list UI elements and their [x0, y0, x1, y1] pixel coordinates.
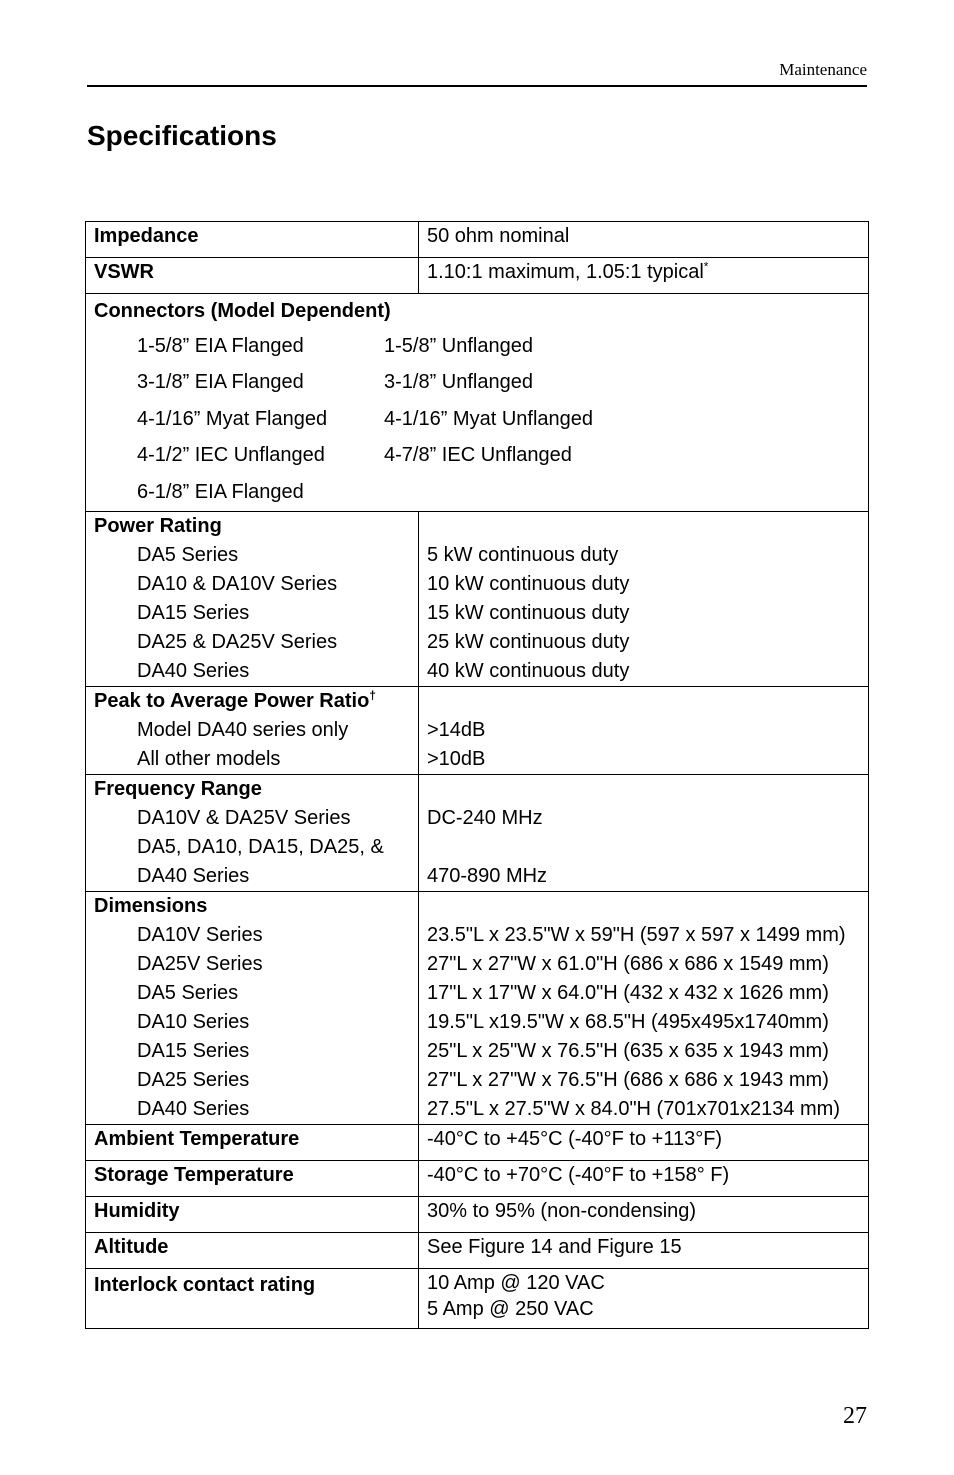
dimension-model: DA40 Series: [137, 1097, 250, 1120]
connector-left: 4-1/16” Myat Flanged: [137, 407, 328, 430]
power-model: DA10 & DA10V Series: [137, 572, 338, 595]
papr-model: All other models: [137, 747, 281, 770]
label-ambient-temperature: Ambient Temperature: [86, 1124, 419, 1160]
connector-left: 4-1/2” IEC Unflanged: [137, 444, 325, 467]
connector-right: 4-7/8” IEC Unflanged: [384, 444, 572, 467]
connector-item: [94, 438, 862, 475]
label-papr: Peak to Average Power Ratio: [94, 689, 370, 712]
label-humidity: Humidity: [86, 1196, 419, 1232]
value-vswr: 1.10:1 maximum, 1.05:1 typical: [427, 261, 704, 283]
footnote-mark-asterisk: *: [703, 259, 709, 274]
label-power-rating: Power Rating: [94, 514, 222, 537]
connector-left: 1-5/8” EIA Flanged: [137, 334, 304, 357]
dimension-models-cell: [86, 891, 419, 1124]
connectors-cell: [86, 294, 869, 512]
dimension-value: 17"L x 17"W x 64.0"H (432 x 432 x 1626 mm): [427, 981, 829, 1004]
value-ambient-temperature: -40°C to +45°C (-40°F to +113°F): [419, 1124, 869, 1160]
label-vswr: VSWR: [86, 258, 419, 294]
dimension-model: DA15 Series: [137, 1039, 250, 1062]
papr-models-cell: [86, 686, 419, 774]
power-value: 25 kW continuous duty: [427, 630, 630, 653]
power-value: 5 kW continuous duty: [427, 543, 619, 566]
value-vswr-cell: [419, 258, 869, 294]
power-values-cell: [419, 511, 869, 686]
value-altitude: See Figure 14 and Figure 15: [419, 1232, 869, 1268]
frequency-value: DC-240 MHz: [427, 806, 543, 829]
papr-model: Model DA40 series only: [137, 718, 349, 741]
connector-right: 4-1/16” Myat Unflanged: [384, 407, 594, 430]
frequency-value: 470-890 MHz: [427, 864, 548, 887]
connector-right: 3-1/8” Unflanged: [384, 371, 533, 394]
frequency-values-cell: [419, 774, 869, 891]
footnote-mark-dagger: †: [369, 687, 376, 702]
frequency-model: DA5, DA10, DA15, DA25, &: [137, 835, 384, 858]
power-model: DA5 Series: [137, 543, 239, 566]
row-humidity: [86, 1196, 869, 1232]
connector-left: 6-1/8” EIA Flanged: [137, 480, 304, 503]
row-storage-temperature: [86, 1160, 869, 1196]
header-rule: [87, 85, 867, 87]
dimension-value: 25"L x 25"W x 76.5"H (635 x 635 x 1943 mm): [427, 1039, 829, 1062]
label-altitude: Altitude: [86, 1232, 419, 1268]
dimension-value: 27"L x 27"W x 76.5"H (686 x 686 x 1943 mm): [427, 1068, 829, 1091]
papr-values-cell: [419, 686, 869, 774]
row-dimensions: [86, 891, 869, 1124]
label-dimensions: Dimensions: [94, 894, 208, 917]
label-frequency: Frequency Range: [94, 777, 262, 800]
dimension-values-cell: [419, 891, 869, 1124]
row-ambient-temperature: [86, 1124, 869, 1160]
running-head: Maintenance: [779, 60, 867, 79]
row-interlock: [86, 1268, 869, 1328]
label-storage-temperature: Storage Temperature: [86, 1160, 419, 1196]
power-model: DA40 Series: [137, 659, 250, 682]
label-connectors: Connectors (Model Dependent): [94, 299, 391, 322]
value-impedance: 50 ohm nominal: [419, 222, 869, 258]
power-value: 15 kW continuous duty: [427, 601, 630, 624]
specifications-table: [85, 221, 869, 1329]
row-impedance: [86, 222, 869, 258]
connector-left: 3-1/8” EIA Flanged: [137, 371, 304, 394]
row-connectors: [86, 294, 869, 512]
dimension-model: DA10V Series: [137, 923, 263, 946]
power-value: 10 kW continuous duty: [427, 572, 630, 595]
papr-value: >14dB: [427, 718, 486, 741]
value-storage-temperature: -40°C to +70°C (-40°F to +158° F): [419, 1160, 869, 1196]
label-interlock: Interlock contact rating: [86, 1268, 419, 1328]
dimension-model: DA25 Series: [137, 1068, 250, 1091]
dimension-value: 27.5"L x 27.5"W x 84.0"H (701x701x2134 mm): [427, 1097, 840, 1120]
interlock-value: 10 Amp @ 120 VAC: [427, 1271, 605, 1294]
interlock-values-cell: [419, 1268, 869, 1328]
power-value: 40 kW continuous duty: [427, 659, 630, 682]
dimension-value: 19.5"L x19.5"W x 68.5"H (495x495x1740mm): [427, 1010, 829, 1033]
dimension-model: DA10 Series: [137, 1010, 250, 1033]
connector-item: [94, 401, 862, 438]
papr-value: >10dB: [427, 747, 486, 770]
connector-right: 1-5/8” Unflanged: [384, 334, 533, 357]
row-altitude: [86, 1232, 869, 1268]
connector-item: [94, 365, 862, 402]
dimension-value: 23.5"L x 23.5"W x 59"H (597 x 597 x 1499 mm): [427, 923, 846, 946]
frequency-model: DA40 Series: [137, 864, 250, 887]
row-frequency: [86, 774, 869, 891]
connector-item: [94, 474, 862, 511]
power-model: DA25 & DA25V Series: [137, 630, 338, 653]
label-papr-wrap: [94, 687, 412, 716]
power-model: DA15 Series: [137, 601, 250, 624]
dimension-model: DA5 Series: [137, 981, 239, 1004]
interlock-value: 5 Amp @ 250 VAC: [427, 1297, 594, 1320]
power-models-cell: [86, 511, 419, 686]
dimension-value: 27"L x 27"W x 61.0"H (686 x 686 x 1549 mm): [427, 952, 829, 975]
frequency-model: DA10V & DA25V Series: [137, 806, 351, 829]
row-power-rating: [86, 511, 869, 686]
label-impedance: Impedance: [86, 222, 419, 258]
row-papr: [86, 686, 869, 774]
connector-item: [94, 328, 862, 365]
page-title: Specifications: [87, 120, 277, 151]
page-number: 27: [843, 1403, 867, 1429]
frequency-models-cell: [86, 774, 419, 891]
dimension-model: DA25V Series: [137, 952, 263, 975]
row-vswr: [86, 258, 869, 294]
value-humidity: 30% to 95% (non-condensing): [419, 1196, 869, 1232]
